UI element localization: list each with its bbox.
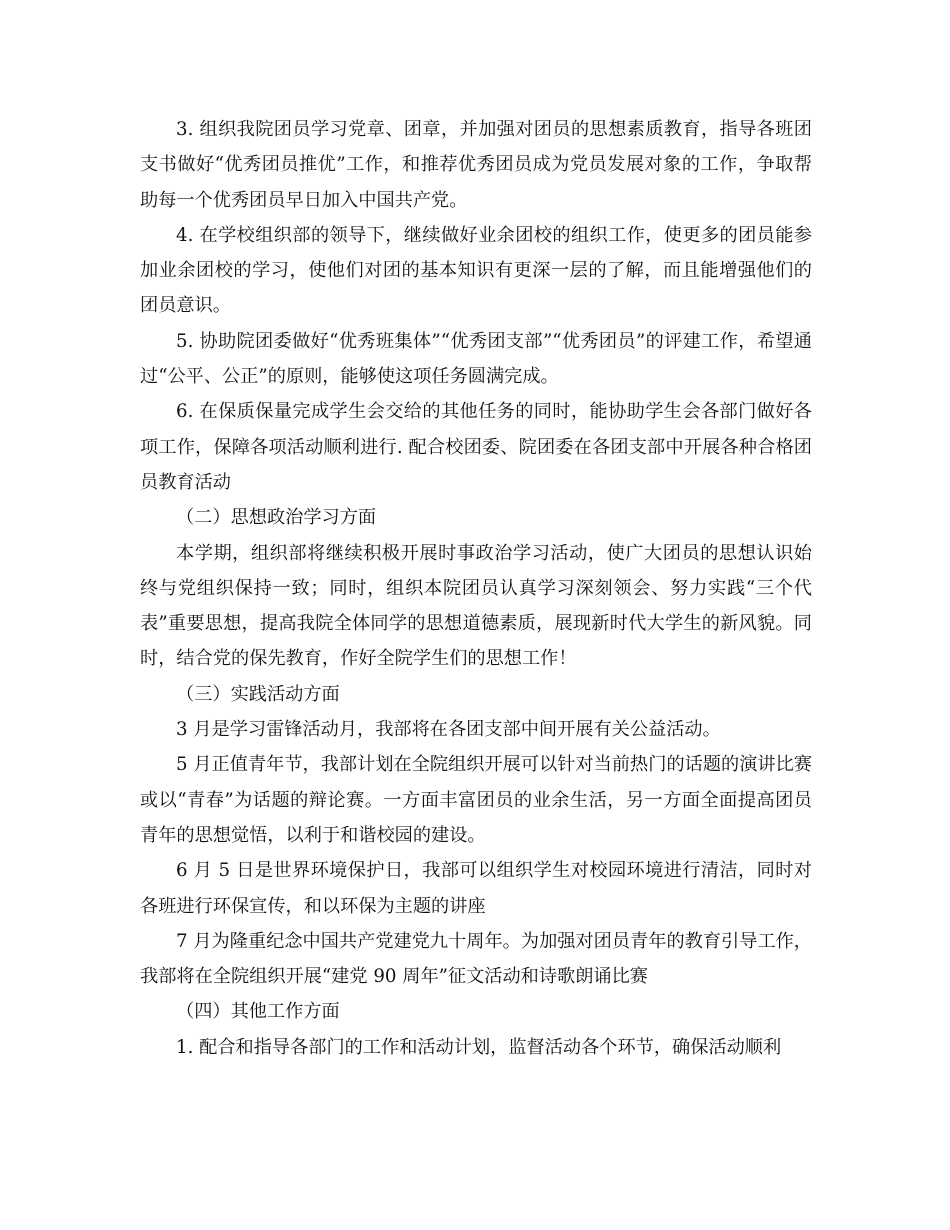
paragraph-june: 6 月 5 日是世界环境保护日，我部可以组织学生对校园环境进行清洁，同时对各班进行环保宣传，和以环保为主题的讲座 <box>140 860 812 917</box>
section-heading-other-work: （四）其他工作方面 <box>176 1001 340 1023</box>
paragraph-political-study: 本学期，组织部将继续积极开展时事政治学习活动，使广大团员的思想认识始终与党组织保持一致；同时，组织本院团员认真学习深刻领会、努力实践“三个代表”重要思想，提高我院全体同学的思想道德素质，展现新时代大学生的新风貌。同时，结合党的保先教育，作好全院学生们的思想工作！ <box>140 542 812 670</box>
paragraph-item-6: 6. 在保质保量完成学生会交给的其他任务的同时，能协助学生会各部门做好各项工作，保障各项活动顺利进行. 配合校团委、院团委在各团支部中开展各种合格团员教育活动 <box>140 401 812 493</box>
paragraph-march: 3 月是学习雷锋活动月，我部将在各团支部中间开展有关公益活动。 <box>176 719 721 741</box>
section-heading-practice-activities: （三）实践活动方面 <box>176 683 340 705</box>
section-heading-political-study: （二）思想政治学习方面 <box>176 507 377 529</box>
paragraph-item-3: 3. 组织我院团员学习党章、团章，并加强对团员的思想素质教育，指导各班团支书做好“优秀团员推优”工作，和推荐优秀团员成为党员发展对象的工作，争取帮助每一个优秀团员早日加入中国共产党。 <box>140 119 812 211</box>
paragraph-item-4: 4. 在学校组织部的领导下，继续做好业余团校的组织工作，使更多的团员能参加业余团校的学习，使他们对团的基本知识有更深一层的了解，而且能增强他们的团员意识。 <box>140 224 812 317</box>
paragraph-may: 5 月正值青年节，我部计划在全院组织开展可以针对当前热门的话题的演讲比赛或以“青春”为话题的辩论赛。一方面丰富团员的业余生活，另一方面全面提高团员青年的思想觉悟，以利于和谐校园的建设。 <box>140 754 812 846</box>
paragraph-other-item-1: 1. 配合和指导各部门的工作和活动计划，监督活动各个环节，确保活动顺利 <box>176 1036 782 1058</box>
paragraph-item-5: 5. 协助院团委做好“优秀班集体”“优秀团支部”“优秀团员”的评建工作，希望通过“公平、公正”的原则，能够使这项任务圆满完成。 <box>140 330 812 388</box>
document-body <box>140 112 812 1065</box>
paragraph-july: 7 月为隆重纪念中国共产党建党九十周年。为加强对团员青年的教育引导工作，我部将在全院组织开展“建党 90 周年”征文活动和诗歌朗诵比赛 <box>140 930 812 988</box>
